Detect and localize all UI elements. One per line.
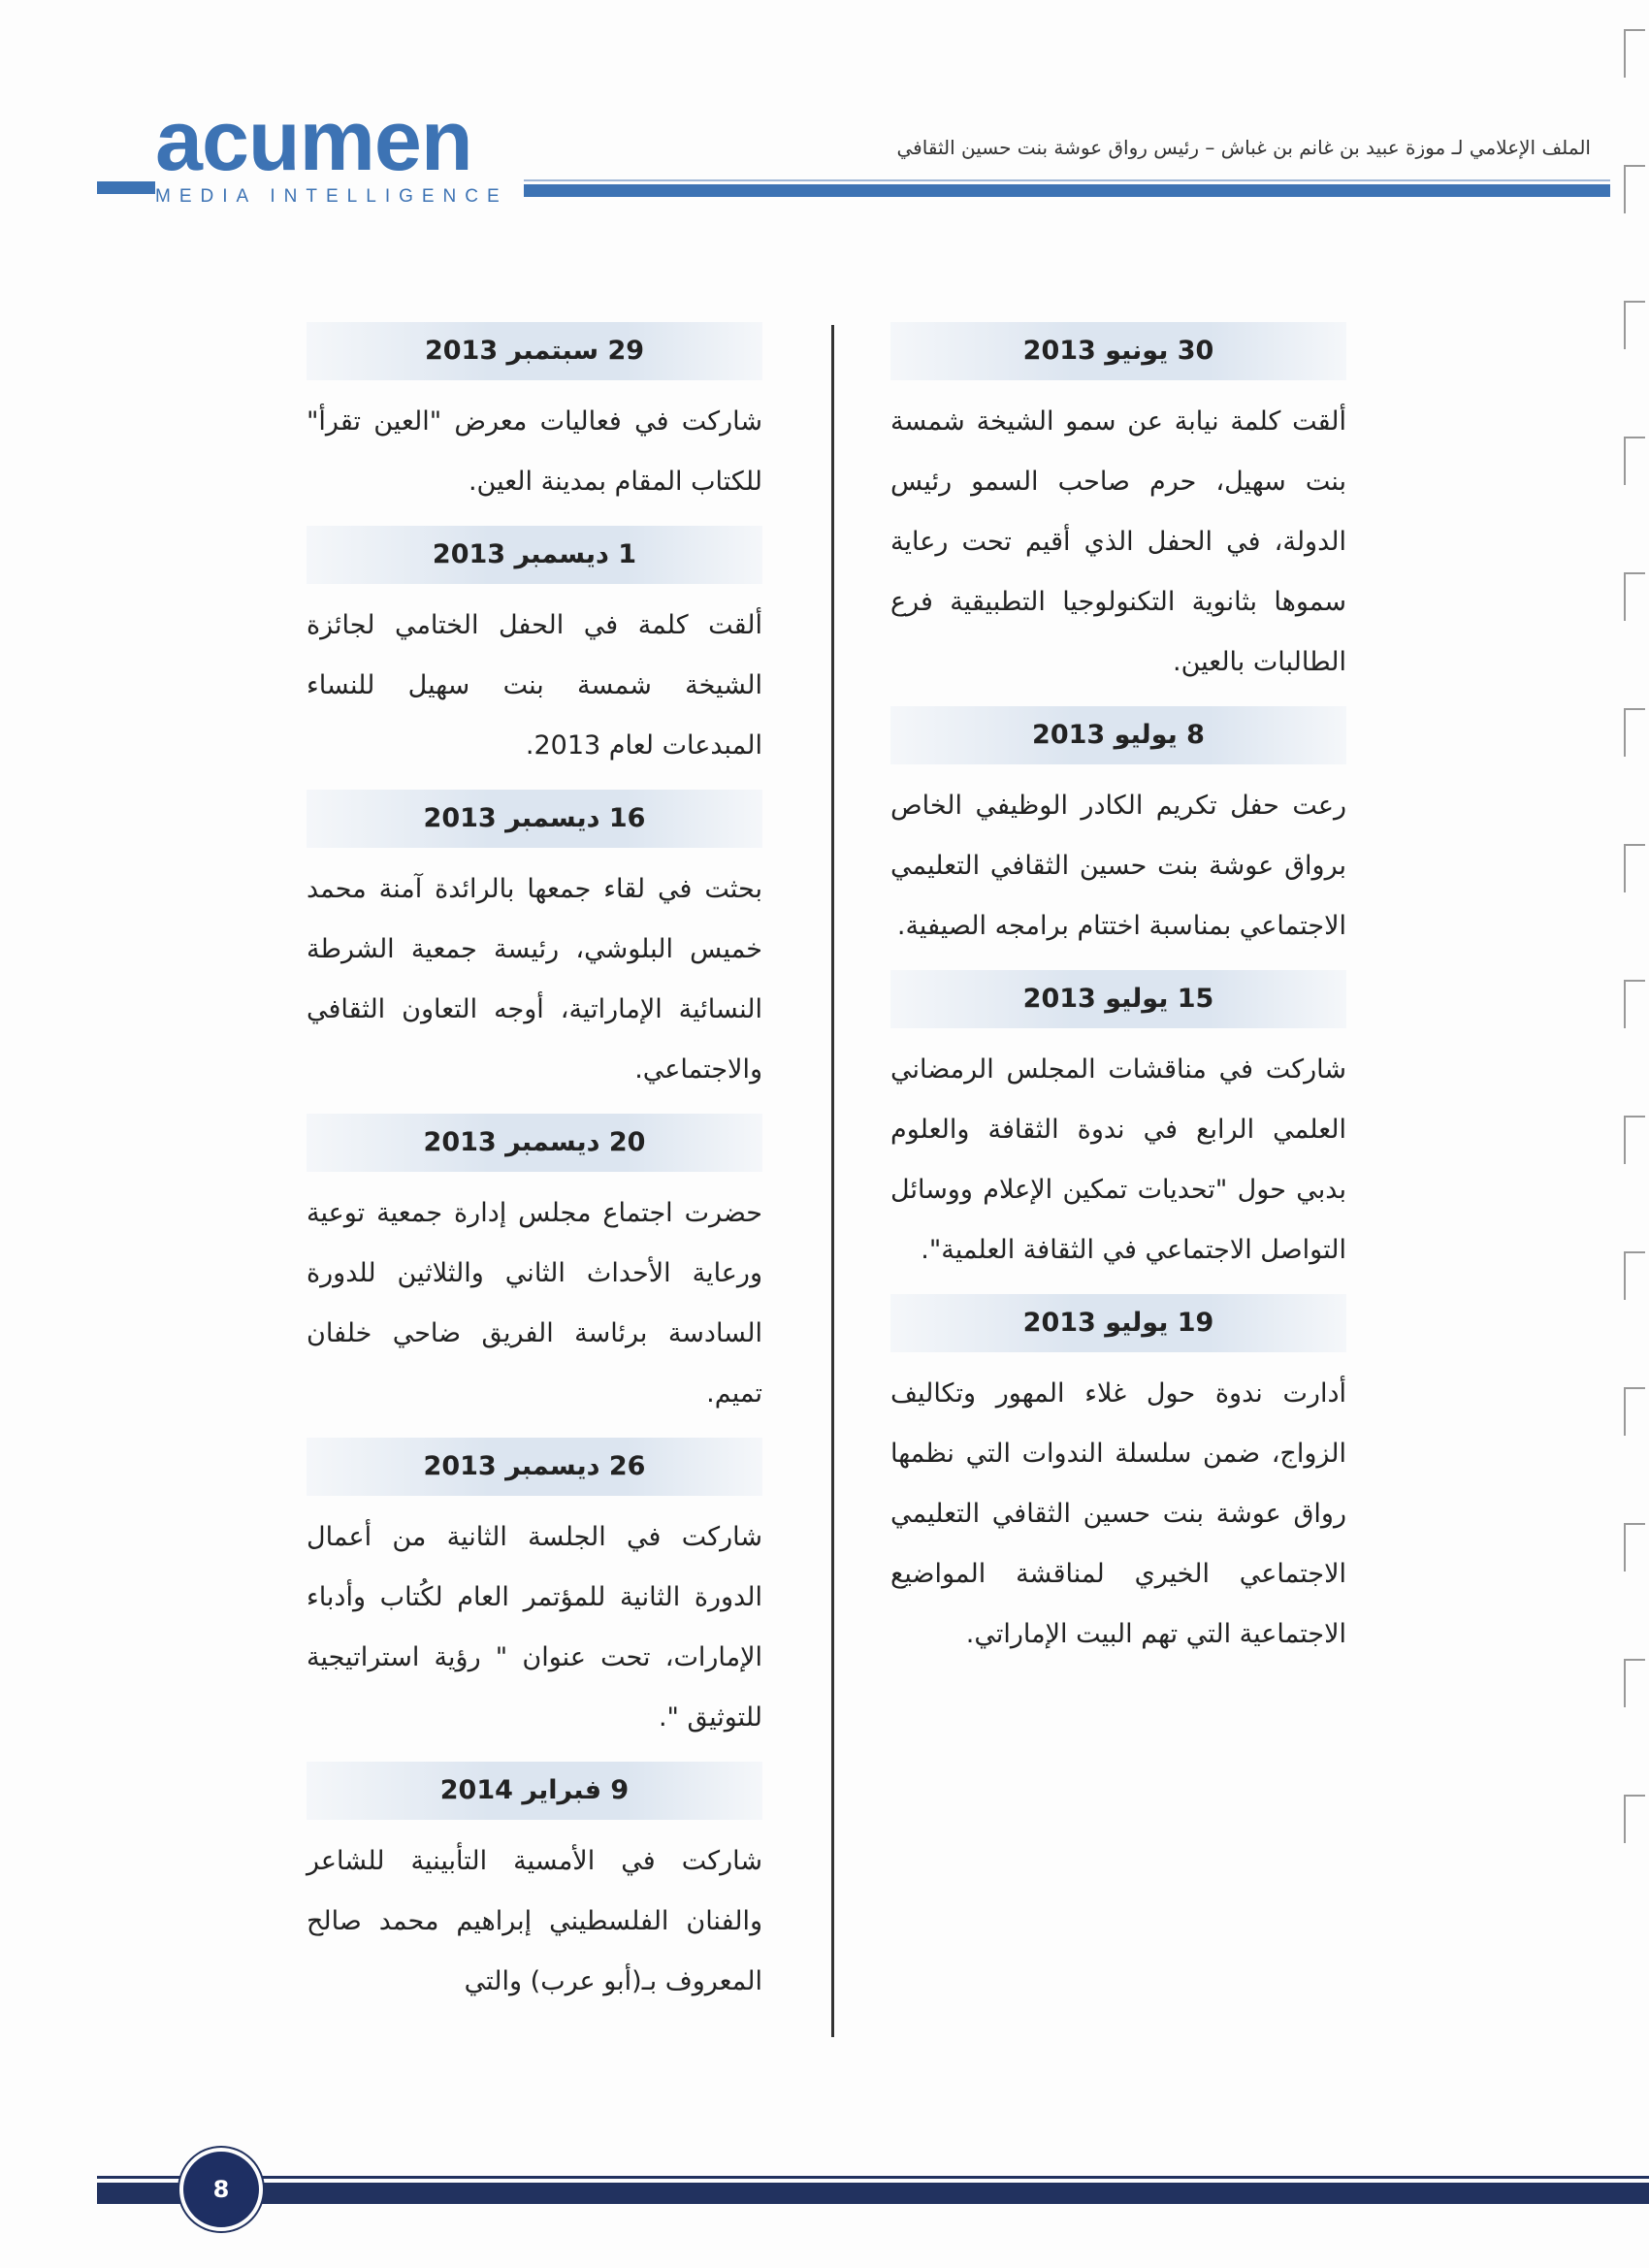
brand-logo [155, 92, 524, 208]
footer-line [97, 2176, 1649, 2179]
entry-text: شاركت في الجلسة الثانية من أعمال الدورة الثانية للمؤتمر العام لكُتاب وأدباء الإمارات، تحت عنوان " رؤية استراتيجية للتوثيق ". [307, 1522, 762, 1733]
header-bar-right [524, 184, 1610, 197]
timeline-entry [307, 790, 762, 1100]
binder-tab [1624, 165, 1645, 213]
binder-tab [1624, 980, 1645, 1028]
binder-tab [1624, 1659, 1645, 1707]
entry-text: رعت حفل تكريم الكادر الوظيفي الخاص برواق عوشة بنت حسين الثقافي التعليمي الاجتماعي بمناسبة اختتام برامجه الصيفية. [890, 791, 1346, 941]
timeline-entry [307, 526, 762, 776]
entry-date: 26 ديسمبر 2013 [307, 1438, 762, 1496]
entry-date: 8 يوليو 2013 [890, 706, 1346, 764]
timeline-entry [890, 322, 1346, 693]
column-divider [831, 325, 834, 2037]
entry-date: 29 سبتمبر 2013 [307, 322, 762, 380]
timeline-entry [307, 1438, 762, 1748]
left-column [307, 322, 762, 2025]
entry-date: 20 ديسمبر 2013 [307, 1114, 762, 1172]
binder-tab [1624, 844, 1645, 892]
header-bar-left [97, 181, 155, 194]
document-title: الملف الإعلامي لـ موزة عبيد بن غانم بن غباش – رئيس رواق عوشة بنت حسين الثقافي [896, 136, 1591, 159]
binder-tab [1624, 1523, 1645, 1571]
entry-text: ألقت كلمة في الحفل الختامي لجائزة الشيخة شمسة بنت سهيل للنساء المبدعات لعام 2013. [307, 610, 762, 761]
binder-tab [1624, 301, 1645, 349]
entry-date: 15 يوليو 2013 [890, 970, 1346, 1028]
entry-date: 1 ديسمبر 2013 [307, 526, 762, 584]
binder-tab [1624, 1116, 1645, 1164]
footer-bar [97, 2183, 1649, 2204]
entry-date: 16 ديسمبر 2013 [307, 790, 762, 848]
timeline-entry [890, 1294, 1346, 1665]
entry-date: 30 يونيو 2013 [890, 322, 1346, 380]
entry-text: أدارت ندوة حول غلاء المهور وتكاليف الزواج، ضمن سلسلة الندوات التي نظمها رواق عوشة بنت حسين الثقافي التعليمي الاجتماعي الخيري لمناقشة المواضيع الاجتماعية التي تهم البيت الإماراتي. [890, 1378, 1346, 1649]
binder-tab [1624, 1251, 1645, 1300]
entry-text: بحثت في لقاء جمعها بالرائدة آمنة محمد خميس البلوشي، رئيسة جمعية الشرطة النسائية الإماراتية، أوجه التعاون الثقافي والاجتماعي. [307, 874, 762, 1085]
timeline-entry [890, 706, 1346, 956]
timeline-entry [307, 1114, 762, 1424]
binder-tab [1624, 29, 1645, 78]
right-column [890, 322, 1346, 1678]
timeline-entry [307, 322, 762, 512]
entry-text: شاركت في فعاليات معرض "العين تقرأ" للكتاب المقام بمدينة العين. [307, 406, 762, 497]
binder-tab [1624, 572, 1645, 621]
brand-name: acumen [155, 92, 472, 188]
timeline-entry [890, 970, 1346, 1280]
binder-tab [1624, 708, 1645, 757]
page-number: 8 [179, 2148, 263, 2231]
timeline-entry [307, 1762, 762, 2012]
entry-text: شاركت في الأمسية التأبينية للشاعر والفنان الفلسطيني إبراهيم محمد صالح المعروف بـ(أبو عرب) والتي [307, 1846, 762, 1996]
header-line [524, 179, 1610, 181]
binder-tabs [1626, 29, 1649, 1930]
binder-tab [1624, 1387, 1645, 1436]
entry-text: شاركت في مناقشات المجلس الرمضاني العلمي الرابع في ندوة الثقافة والعلوم بدبي حول "تحديات تمكين الإعلام ووسائل التواصل الاجتماعي في الثقافة العلمية". [890, 1054, 1346, 1265]
entry-date: 19 يوليو 2013 [890, 1294, 1346, 1352]
binder-tab [1624, 1795, 1645, 1843]
entry-text: ألقت كلمة نيابة عن سمو الشيخة شمسة بنت سهيل، حرم صاحب السمو رئيس الدولة، في الحفل الذي أقيم تحت رعاية سموها بثانوية التكنولوجيا التطبيقية فرع الطالبات بالعين. [890, 406, 1346, 677]
entry-date: 9 فبراير 2014 [307, 1762, 762, 1820]
binder-tab [1624, 437, 1645, 485]
entry-text: حضرت اجتماع مجلس إدارة جمعية توعية ورعاية الأحداث الثاني والثلاثين للدورة السادسة برئاسة الفريق ضاحي خلفان تميم. [307, 1198, 762, 1409]
brand-tagline: MEDIA INTELLIGENCE [155, 186, 508, 207]
